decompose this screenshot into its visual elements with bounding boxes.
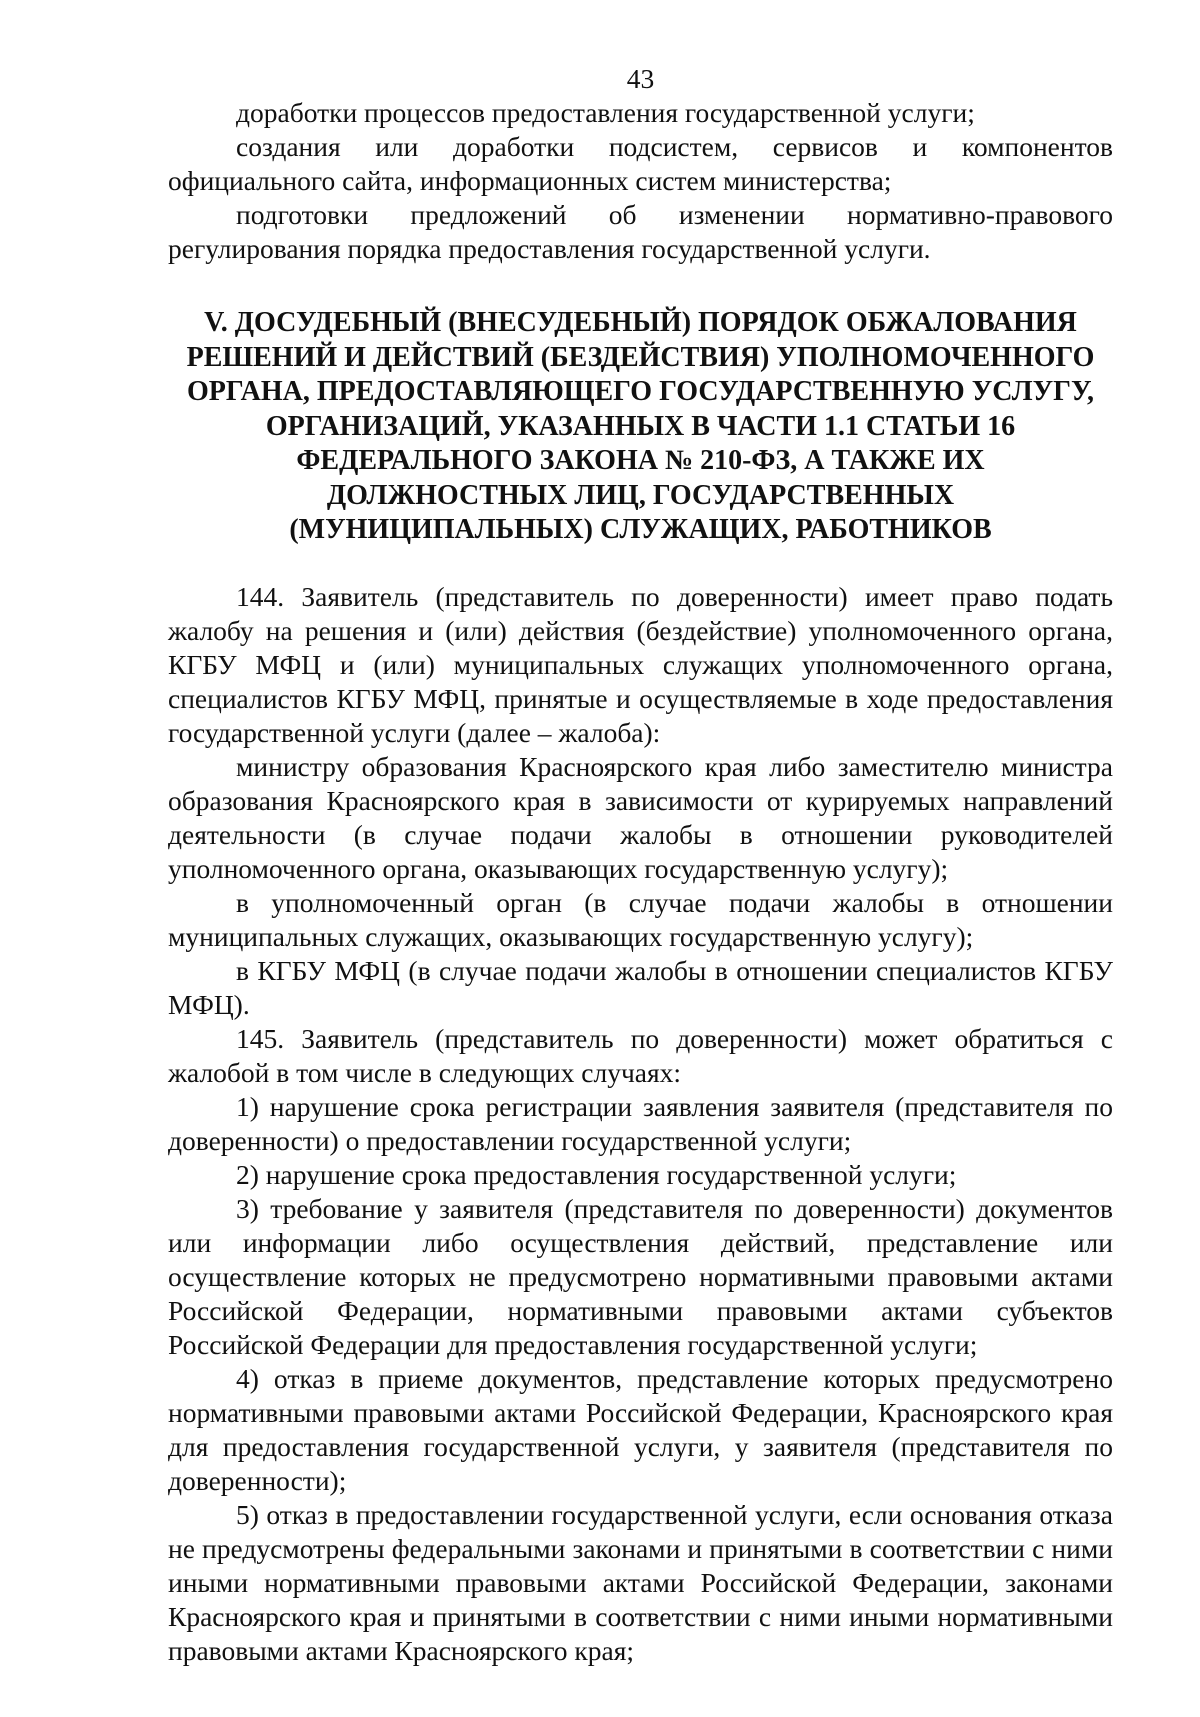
section-heading-line: (МУНИЦИПАЛЬНЫХ) СЛУЖАЩИХ, РАБОТНИКОВ xyxy=(289,514,992,545)
paragraph: доработки процессов предоставления государственной услуги; xyxy=(236,97,975,128)
paragraph: 4) отказ в приеме документов, представление которых предусмотрено нормативными правовыми актами Российской Федерации, Красноярского края для предоставления государственной услуги, у заявителя (представителя по доверенности); xyxy=(168,1362,1113,1496)
page-number: 43 xyxy=(626,63,655,94)
paragraph: в КГБУ МФЦ (в случае подачи жалобы в отношении специалистов КГБУ МФЦ). xyxy=(168,954,1113,1020)
paragraph: министру образования Красноярского края либо заместителю министра образования Красноярского края в зависимости от курируемых направлений деятельности (в случае подачи жалобы в отношении руководителей уполномоченного органа, оказывающих государственную услугу); xyxy=(168,750,1113,884)
section-heading-line: ФЕДЕРАЛЬНОГО ЗАКОНА № 210-ФЗ, А ТАКЖЕ ИХ xyxy=(296,445,985,476)
section-heading-line: V. ДОСУДЕБНЫЙ (ВНЕСУДЕБНЫЙ) ПОРЯДОК ОБЖАЛОВАНИЯ xyxy=(204,307,1077,338)
section-heading xyxy=(168,306,1113,548)
section-heading-line: ОРГАНИЗАЦИЙ, УКАЗАННЫХ В ЧАСТИ 1.1 СТАТЬИ 16 xyxy=(265,410,1016,442)
paragraph: подготовки предложений об изменении нормативно-правового регулирования порядка предоставления государственной услуги. xyxy=(168,199,1113,264)
section-heading-line: ОРГАНА, ПРЕДОСТАВЛЯЮЩЕГО ГОСУДАРСТВЕННУЮ УСЛУГУ, xyxy=(187,376,1094,407)
section-heading-line: ДОЛЖНОСТНЫХ ЛИЦ, ГОСУДАРСТВЕННЫХ xyxy=(326,479,955,511)
document-page xyxy=(168,62,1113,1668)
section-heading-line: РЕШЕНИЙ И ДЕЙСТВИЙ (БЕЗДЕЙСТВИЯ) УПОЛНОМОЧЕННОГО xyxy=(186,341,1095,373)
paragraph: создания или доработки подсистем, сервисов и компонентов официального сайта, информационных систем министерства; xyxy=(168,131,1113,196)
paragraph: в уполномоченный орган (в случае подачи жалобы в отношении муниципальных служащих, оказывающих государственную услугу); xyxy=(168,886,1113,952)
paragraph: 144. Заявитель (представитель по доверенности) имеет право подать жалобу на решения и (или) действия (бездействие) уполномоченного органа, КГБУ МФЦ и (или) муниципальных служащих уполномоченного органа, специалистов КГБУ МФЦ, принятые и осуществляемые в ходе предоставления государственной услуги (далее – жалоба): xyxy=(168,580,1113,748)
paragraph: 145. Заявитель (представитель по доверенности) может обратиться с жалобой в том числе в следующих случаях: xyxy=(168,1022,1113,1088)
paragraph: 5) отказ в предоставлении государственной услуги, если основания отказа не предусмотрены федеральными законами и принятыми в соответствии с ними иными нормативными правовыми актами Российской Федерации, законами Красноярского края и принятыми в соответствии с ними иными нормативными правовыми актами Красноярского края; xyxy=(168,1498,1113,1666)
paragraph: 2) нарушение срока предоставления государственной услуги; xyxy=(236,1158,957,1190)
paragraph: 3) требование у заявителя (представителя по доверенности) документов или информации либо осуществления действий, представление или осуществление которых не предусмотрено нормативными правовыми актами Российской Федерации, нормативными правовыми актами субъектов Российской Федерации для предоставления государственной услуги; xyxy=(168,1192,1113,1360)
paragraph: 1) нарушение срока регистрации заявления заявителя (представителя по доверенности) о предоставлении государственной услуги; xyxy=(168,1090,1113,1156)
